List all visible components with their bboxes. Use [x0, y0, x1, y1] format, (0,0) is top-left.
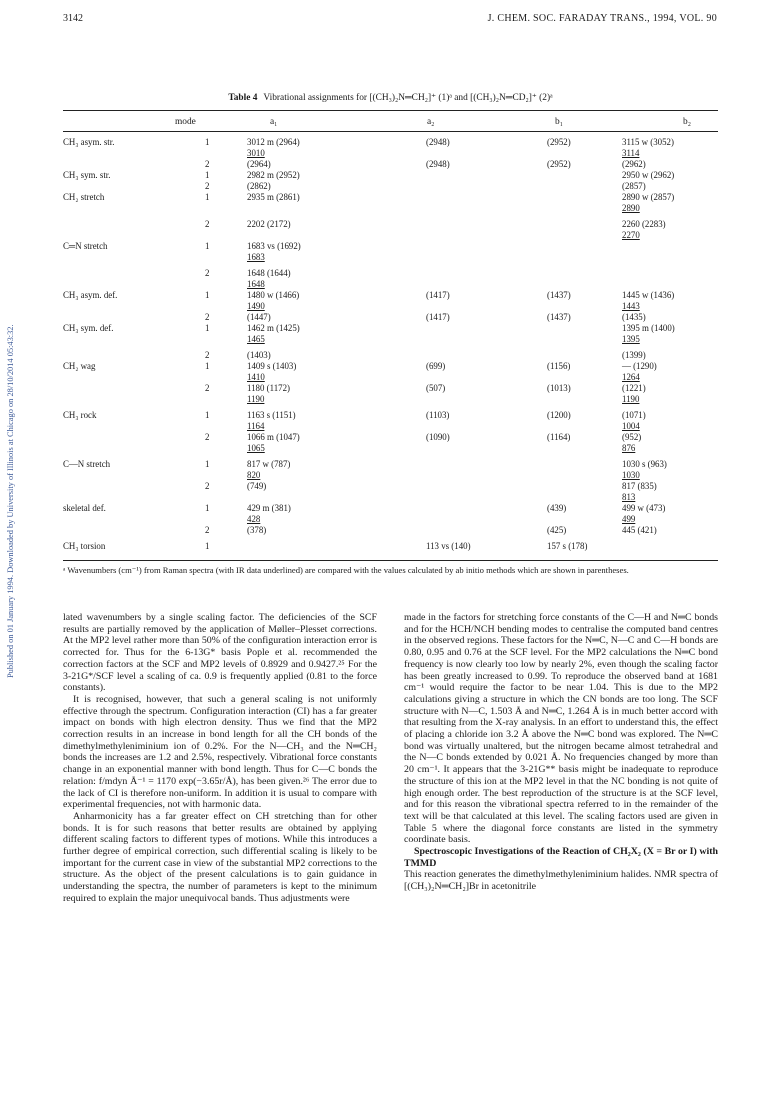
table-cell-a2: (1090) [426, 432, 450, 442]
table-cell-b2-ir: 1190 [622, 393, 640, 404]
table-cell-b2: 2260 (2283) [622, 219, 666, 229]
table-cell-b2: 2950 w (2962) [622, 170, 675, 180]
table-cell-b2: 817 (835) [622, 481, 657, 491]
table-cell-a2: 113 vs (140) [426, 541, 471, 551]
table-cell-b2: 3115 w (3052) [622, 137, 674, 147]
table-cell-a2: (699) [426, 361, 446, 371]
table-cell-a1: (1403) [247, 350, 271, 360]
table-cell-a1: 1409 s (1403) [247, 361, 297, 371]
table-cell-a2: (1417) [426, 290, 450, 300]
table-cell-b2: (1071) [622, 410, 646, 420]
table-cell-a1: (749) [247, 481, 267, 491]
table-cell-mode: CH₃ torsion [63, 541, 106, 551]
table-cell-n: 1 [205, 170, 210, 180]
table-cell-n: 2 [205, 312, 210, 322]
table-cell-a1-ir: 1410 [247, 371, 265, 382]
table-cell-b2: (952) [622, 432, 642, 442]
table-cell-a1: 817 w (787) [247, 459, 291, 469]
paragraph: lated wavenumbers by a single scaling factor. The deficiencies of the SCF results are partially removed by the application of Møller–Plesset corrections. At the MP2 level rather more than 50% of the configuration interaction error is corrected for. Thus for the 6-13G* basis Pople et al. recommended the correction factors at the SCF and MP2 levels of 0.8929 and 0.9427.²⁵ For the 3-21G*/SCF level a scaling of ca. 0.9 is frequently applied (0.81 to the force constants). [63, 612, 377, 694]
table-cell-b1: (1437) [547, 290, 571, 300]
header-b2: b₂ [683, 117, 691, 127]
table-cell-a1: 2935 m (2861) [247, 192, 300, 202]
table-header-rule [63, 131, 718, 132]
table-cell-a1: (2862) [247, 181, 271, 191]
table-cell-a1: (2964) [247, 159, 271, 169]
table-cell-b1: (1156) [547, 361, 571, 371]
table-cell-a1-ir: 1683 [247, 251, 265, 262]
table-cell-b1: 157 s (178) [547, 541, 588, 551]
table-cell-b2: (1399) [622, 350, 646, 360]
table-cell-a1-ir: 1465 [247, 333, 265, 344]
table-cell-n: 1 [205, 410, 210, 420]
table-cell-mode: CH₃ sym. str. [63, 170, 111, 180]
table-cell-b1: (2952) [547, 137, 571, 147]
table-cell-a2: (2948) [426, 159, 450, 169]
page-number: 3142 [63, 13, 83, 24]
table-cell-b1: (1437) [547, 312, 571, 322]
table-cell-a1: 1180 (1172) [247, 383, 290, 393]
table-cell-mode: C—N stretch [63, 459, 111, 469]
table-cell-b2-ir: 876 [622, 442, 636, 453]
table-cell-a1-ir: 1065 [247, 442, 265, 453]
table-cell-b2-ir: 2270 [622, 229, 640, 240]
table-cell-mode: CH₂ wag [63, 361, 96, 371]
table-cell-b2: 2890 w (2857) [622, 192, 675, 202]
table-cell-n: 1 [205, 361, 210, 371]
table-cell-b1: (1200) [547, 410, 571, 420]
table-cell-n: 1 [205, 192, 210, 202]
table-cell-n: 1 [205, 290, 210, 300]
table-footnote: ᵃ Wavenumbers (cm⁻¹) from Raman spectra (with IR data underlined) are compared with the values calculated by ab initio methods which are shown in parentheses. [63, 565, 629, 575]
table-cell-b2-ir: 3114 [622, 147, 640, 158]
table-cell-a1: 429 m (381) [247, 503, 291, 513]
table-cell-n: 2 [205, 159, 210, 169]
table-cell-mode: CH₃ sym. def. [63, 323, 114, 333]
table-caption-text: Vibrational assignments for [(CH₃)₂N═CH₂]⁺ (1)ᵃ and [(CH₃)₂N═CD₂]⁺ (2)ᵃ [263, 93, 553, 103]
table-cell-a1: 1683 vs (1692) [247, 241, 301, 251]
table-cell-a1-ir: 1648 [247, 278, 265, 289]
table-cell-b1: (425) [547, 525, 567, 535]
table-label: Table 4 [228, 93, 258, 103]
table-cell-b2: — (1290) [622, 361, 657, 371]
table-cell-b1: (1013) [547, 383, 571, 393]
table-cell-a1: 1480 w (1466) [247, 290, 300, 300]
table-cell-mode: CH₃ rock [63, 410, 97, 420]
header-mode: mode [175, 117, 196, 127]
table-cell-a1-ir: 1190 [247, 393, 265, 404]
body-column-right [404, 612, 718, 893]
table-cell-b2: 1395 m (1400) [622, 323, 675, 333]
table-cell-b2-ir: 499 [622, 513, 636, 524]
table-bottom-rule [63, 560, 718, 561]
table-cell-a1: (378) [247, 525, 267, 535]
table-cell-a2: (507) [426, 383, 446, 393]
table-cell-b2-ir: 1395 [622, 333, 640, 344]
table-cell-mode: CH₃ asym. str. [63, 137, 115, 147]
body-column-left [63, 612, 377, 905]
table-cell-n: 1 [205, 137, 210, 147]
paragraph: Anharmonicity has a far greater effect on CH stretching than for other bonds. It is for such reasons that better results are obtained by applying different scaling factors to different types of motions. While this introduces a further degree of empirical correction, such differential scaling is likely to be important for the current case in view of the substantial MP2 corrections to the structure. As the object of the present calculations is to gain guidance in understanding the spectra, the number of parameters is kept to the minimum required to explain the major unequivocal bands. Thus adjustments were [63, 810, 377, 904]
table-cell-a1-ir: 3010 [247, 147, 265, 158]
table-cell-mode: CH₂ stretch [63, 192, 105, 202]
table-cell-a1: 2982 m (2952) [247, 170, 300, 180]
journal-header: J. CHEM. SOC. FARADAY TRANS., 1994, VOL. 90 [487, 13, 717, 24]
paragraph: It is recognised, however, that such a general scaling is not uniformly effective through the spectrum. Configuration interaction (CI) has a far greater impact on bonds with high electron density. Thus we find that the MP2 correction results in an increase in bond length for all the CH bonds of the dimethylmethyleniminium ion of 0.2%. For the N—CH₃ and the N═CH₂ bonds the increases are 1.2 and 2.5%, respectively. Vibrational force constants change in an exponential manner with bond length. Thus for C—C bonds the relation: f/mdyn Å⁻¹ = 1170 exp(−3.65r/Å), has been given.²⁶ The error due to the lack of CI is therefore non-uniform. In addition it is usual to compare with experimental frequencies, not with harmonic data. [63, 693, 377, 811]
table-cell-b2: (2857) [622, 181, 646, 191]
table-cell-b2: (1435) [622, 312, 646, 322]
table-cell-mode: skeletal def. [63, 503, 106, 513]
table-cell-a1: 1462 m (1425) [247, 323, 300, 333]
table-cell-a1: (1447) [247, 312, 271, 322]
table-cell-b2: 1030 s (963) [622, 459, 667, 469]
table-caption [63, 92, 718, 103]
table-cell-b2: 445 (421) [622, 525, 657, 535]
header-b1: b₁ [555, 117, 563, 127]
table-cell-a1: 1648 (1644) [247, 268, 291, 278]
paragraph: made in the factors for stretching force constants of the C—H and N═C bonds and for the HCH/NCH bending modes to centralise the computed band centres in the observed regions. These factors for the N═C, N—C and C—H bonds are 0.80, 0.95 and 0.76 at the SCF level. For the MP2 calculations the N═C bond frequency is now clearly too low by nearly 2%, even though the scaling factor has been greatly increased to 0.99. To reproduce the observed band at 1681 cm⁻¹ would require the factor to be near 1.04. This is due to the MP2 calculations giving a structure in which the CN bonds are too long. The SCF structure with N—C, 1.503 Å and N═C, 1.264 Å is in much better accord with that resulting from the X-ray analysis. In an effort to understand this, the effect of placing a chloride ion 3.2 Å above the N═C bond was explored. The N═C bond was virtually unaltered, but the nitrogen became almost tetrahedral and the N—C bonds extended by 0.021 Å. No frequencies changed by more than 20 cm⁻¹. It appears that the 3-21G** basis might be inadequate to reproduce the structure of this ion at the MP2 level in that the NC bonding is not quite of high enough order. The best reproduction of the structure is at the SCF level, and for this reason the vibrational spectra referred to in the remainder of the text will be that calculated at this level. The scaling factors used are given in Table 5 where the diagonal force constants are listed in the symmetry coordinate basis. [404, 612, 718, 846]
table-cell-n: 1 [205, 459, 210, 469]
table-cell-a1: 2202 (2172) [247, 219, 291, 229]
table-cell-n: 2 [205, 383, 210, 393]
table-cell-n: 2 [205, 181, 210, 191]
paragraph: This reaction generates the dimethylmethyleniminium halides. NMR spectra of [(CH₃)₂N═CH₂]Br in acetonitrile [404, 869, 718, 893]
table-cell-n: 1 [205, 541, 210, 551]
header-a1: a₁ [270, 117, 278, 127]
publication-side-note: Published on 01 January 1994. Downloaded by University of Illinois at Chicago on 28/10/2014 05:43:32. [6, 324, 15, 678]
table-cell-b2: (2962) [622, 159, 646, 169]
table-cell-a1-ir: 428 [247, 513, 261, 524]
table-cell-n: 2 [205, 432, 210, 442]
table-cell-n: 2 [205, 219, 210, 229]
table-cell-b2-ir: 1264 [622, 371, 640, 382]
table-cell-b2: (1221) [622, 383, 646, 393]
table-cell-b2-ir: 2890 [622, 202, 640, 213]
table-cell-n: 2 [205, 481, 210, 491]
table-cell-b2: 1445 w (1436) [622, 290, 675, 300]
table-cell-b2-ir: 813 [622, 491, 636, 502]
table-cell-a1-ir: 1490 [247, 300, 265, 311]
table-cell-a1-ir: 1164 [247, 420, 265, 431]
table-cell-mode: C═N stretch [63, 241, 108, 251]
table-cell-a1: 1163 s (1151) [247, 410, 296, 420]
section-heading: Spectroscopic Investigations of the Reaction of CH₂X₂ (X = Br or I) with TMMD [404, 846, 718, 869]
table-cell-n: 2 [205, 525, 210, 535]
table-cell-b1: (2952) [547, 159, 571, 169]
table-cell-b2-ir: 1443 [622, 300, 640, 311]
table-top-rule [63, 110, 718, 111]
table-cell-b2-ir: 1004 [622, 420, 640, 431]
table-cell-n: 1 [205, 241, 210, 251]
table-cell-n: 2 [205, 350, 210, 360]
table-cell-n: 1 [205, 323, 210, 333]
table-cell-n: 2 [205, 268, 210, 278]
table-cell-n: 1 [205, 503, 210, 513]
header-a2: a₂ [427, 117, 435, 127]
table-cell-b1: (1164) [547, 432, 571, 442]
table-cell-b2: 499 w (473) [622, 503, 666, 513]
table-cell-a1-ir: 820 [247, 469, 261, 480]
table-cell-a1: 3012 m (2964) [247, 137, 300, 147]
table-cell-a1: 1066 m (1047) [247, 432, 300, 442]
table-cell-a2: (1417) [426, 312, 450, 322]
table-cell-b1: (439) [547, 503, 567, 513]
table-cell-a2: (2948) [426, 137, 450, 147]
table-cell-a2: (1103) [426, 410, 450, 420]
table-cell-mode: CH₃ asym. def. [63, 290, 118, 300]
table-cell-b2-ir: 1030 [622, 469, 640, 480]
